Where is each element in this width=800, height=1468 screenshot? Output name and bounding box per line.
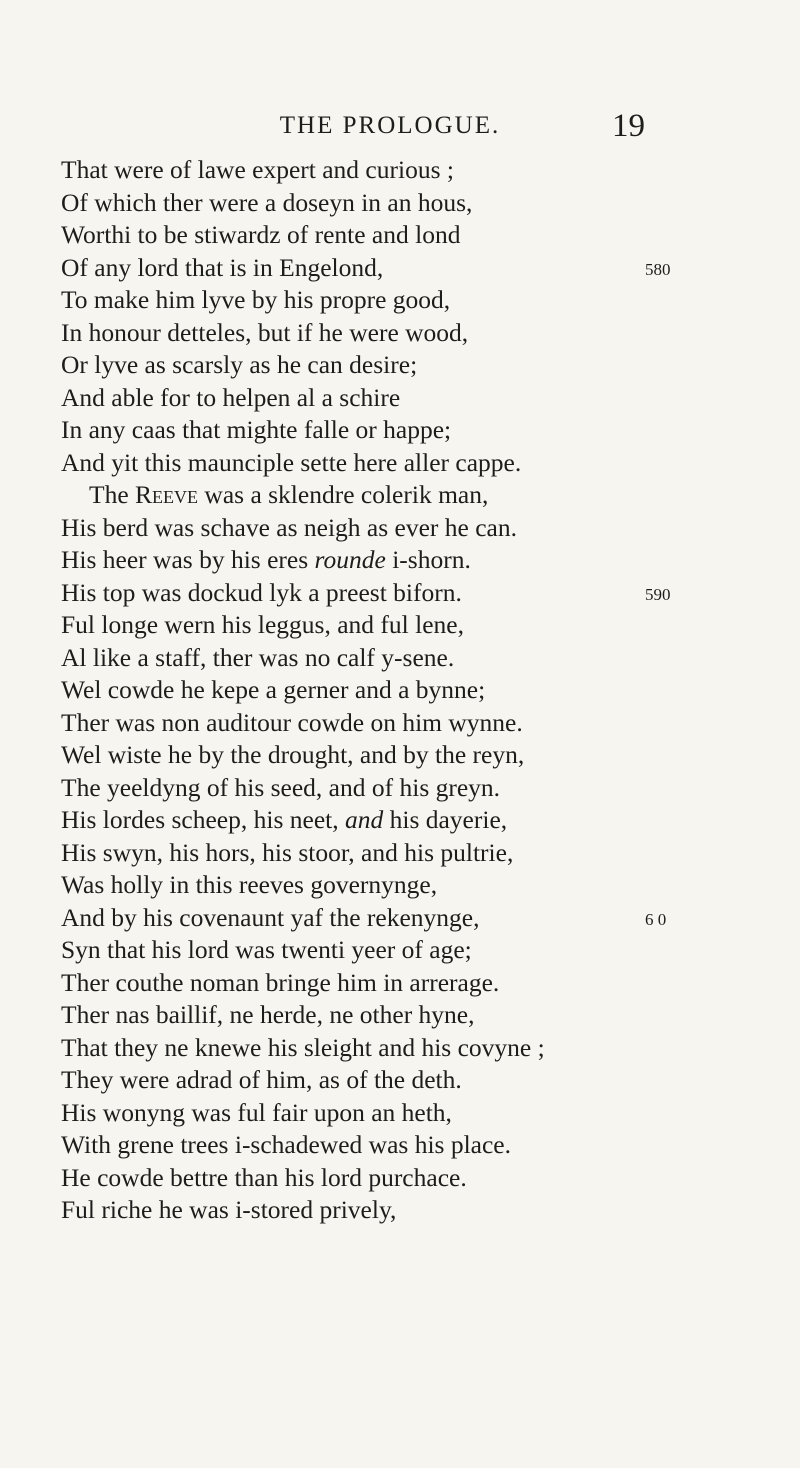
verse-line-text (61, 448, 521, 477)
verse-line (61, 447, 721, 480)
verse-line-main: Or lyve as scarsly as he can desire; (61, 350, 418, 379)
verse-line (61, 804, 721, 837)
verse-line (61, 869, 721, 902)
verse-line-text (61, 285, 450, 314)
verse-line-text (61, 383, 400, 412)
verse-line-main: Wel cowde he kepe a gerner and a bynne; (61, 675, 486, 704)
verse-line-main: In any caas that mighte falle or happe; (61, 415, 452, 444)
verse-line (61, 1032, 721, 1065)
verse-line-main: In honour detteles, but if he were wood, (61, 317, 469, 347)
verse-line-main: With grene trees i-schadewed was his place. (61, 1130, 511, 1159)
verse-line (61, 1194, 721, 1227)
verse-line-text (61, 545, 471, 574)
verse-line (61, 1064, 721, 1097)
verse-line-text (61, 708, 523, 737)
page-number: 19 (612, 108, 645, 144)
verse-line-text (61, 350, 417, 379)
verse-line-main: Syn that his lord was twenti yeer of age; (61, 935, 472, 964)
verse-line-text (61, 415, 451, 444)
verse-line-main: His berd was schave as neigh as ever he can. (61, 512, 517, 542)
verse-line-text (61, 1065, 462, 1094)
verse-line-text (61, 870, 437, 899)
verse-line-text (61, 903, 480, 932)
verse-line-main: Worthi to be stiwardz of rente and lond (61, 220, 461, 249)
verse-line-main: Ther couthe noman bringe him in arrerage. (61, 967, 500, 997)
verse-line (61, 349, 721, 382)
verse-line (61, 577, 721, 610)
verse-line-text (61, 935, 472, 964)
verse-line-text (61, 1000, 475, 1029)
verse-line-main: Was holly in this reeves governynge, (61, 870, 438, 899)
verse-line-text (61, 1098, 452, 1127)
verse-line-text (61, 578, 462, 607)
verse-line (61, 382, 721, 415)
verse-line-main: His top was dockud lyk a preest biforn. (61, 577, 462, 607)
verse-line (61, 837, 721, 870)
italic-word: rounde (314, 545, 386, 574)
verse-line (61, 187, 721, 220)
verse-line-main: i-shorn. (385, 545, 471, 574)
verse-line-main: They were adrad of him, as of the deth. (61, 1065, 462, 1094)
verse-line (61, 967, 721, 1000)
verse-line-main: his dayerie, (383, 805, 508, 834)
verse-line (61, 252, 721, 285)
verse-line (61, 934, 721, 967)
verse-line-text (61, 1033, 545, 1062)
verse-line-main: His swyn, his hors, his stoor, and his pultrie, (61, 837, 514, 867)
verse-line (61, 772, 721, 805)
line-number: 590 (645, 584, 671, 604)
verse-line-text (61, 675, 485, 704)
verse-line (61, 609, 721, 642)
verse-line-main: And by his covenaunt yaf the rekenynge, (61, 902, 480, 932)
verse-line (61, 642, 721, 675)
verse-line-text (61, 513, 517, 542)
verse-line-main: He cowde bettre than his lord purchace. (61, 1162, 467, 1192)
verse-line (61, 999, 721, 1032)
verse-line-main: Of any lord that is in Engelond, (61, 252, 384, 282)
verse-line-text (61, 1163, 467, 1192)
verse-line (61, 1097, 721, 1130)
verse-line-main: was a sklendre colerik man, (198, 480, 489, 509)
verse-line-main: Ther was non auditour cowde on him wynne. (61, 707, 523, 737)
line-number: 6 0 (645, 909, 667, 929)
verse-line (61, 284, 721, 317)
verse-line-text (61, 480, 488, 509)
verse-line-main: That they ne knewe his sleight and his covyne ; (61, 1032, 545, 1062)
verse-line-main: Wel wiste he by the drought, and by the reyn, (61, 740, 525, 769)
verse-line-main: Al like a staff, ther was no calf y-sene. (61, 642, 455, 672)
verse-line (61, 674, 721, 707)
verse-line-text (61, 1130, 511, 1159)
verse-line-text (61, 838, 513, 867)
verse-line-main: Ther nas baillif, ne herde, ne other hyne, (61, 1000, 475, 1029)
verse-line-text (61, 968, 499, 997)
verse-line-main: And yit this maunciple sette here aller cappe. (61, 447, 522, 477)
verse-line-lead: His heer was by his eres (61, 545, 315, 574)
verse-line (61, 544, 721, 577)
verse-line (61, 317, 721, 350)
verse-line-main: His wonyng was ful fair upon an heth, (61, 1097, 452, 1127)
verse-line-text (61, 155, 454, 184)
verse-line-text (61, 740, 524, 769)
verse-line-lead: His lordes scheep, his neet, (61, 805, 345, 834)
verse-line-main: Of which ther were a doseyn in an hous, (61, 187, 473, 217)
verse-line (61, 512, 721, 545)
verse-line (61, 479, 721, 512)
verse-line-text (61, 1195, 396, 1224)
verse-line-text (61, 220, 460, 249)
verse-line (61, 219, 721, 252)
verse-line (61, 707, 721, 740)
verse-line-text (61, 253, 383, 282)
verse-line (61, 1129, 721, 1162)
small-caps-name: Reeve (135, 480, 199, 509)
verse-line-text (61, 805, 507, 834)
verse-line-text (61, 188, 472, 217)
verse-line (61, 739, 721, 772)
verse-line-main: Ful longe wern his leggus, and ful lene, (61, 610, 464, 639)
verse-line-text (61, 773, 500, 802)
verse-line-text (61, 318, 468, 347)
running-title: THE PROLOGUE. (279, 112, 501, 139)
verse-line (61, 1162, 721, 1195)
running-header (0, 108, 800, 148)
verse-line-main: The yeeldyng of his seed, and of his greyn. (61, 772, 501, 802)
italic-word: and (344, 805, 384, 834)
verse-line-main: And able for to helpen al a schire (61, 382, 401, 412)
verse-line-text (61, 610, 464, 639)
verse-line-main: To make him lyve by his propre good, (61, 285, 451, 314)
verse-block (61, 154, 721, 1227)
verse-line-main: Ful riche he was i-stored prively, (61, 1195, 397, 1224)
verse-line-text (61, 643, 454, 672)
verse-line (61, 902, 721, 935)
verse-line-main: That were of lawe expert and curious ; (61, 155, 454, 184)
verse-line-lead: The (89, 480, 136, 509)
verse-line (61, 414, 721, 447)
verse-line (61, 154, 721, 187)
line-number: 580 (645, 259, 671, 279)
